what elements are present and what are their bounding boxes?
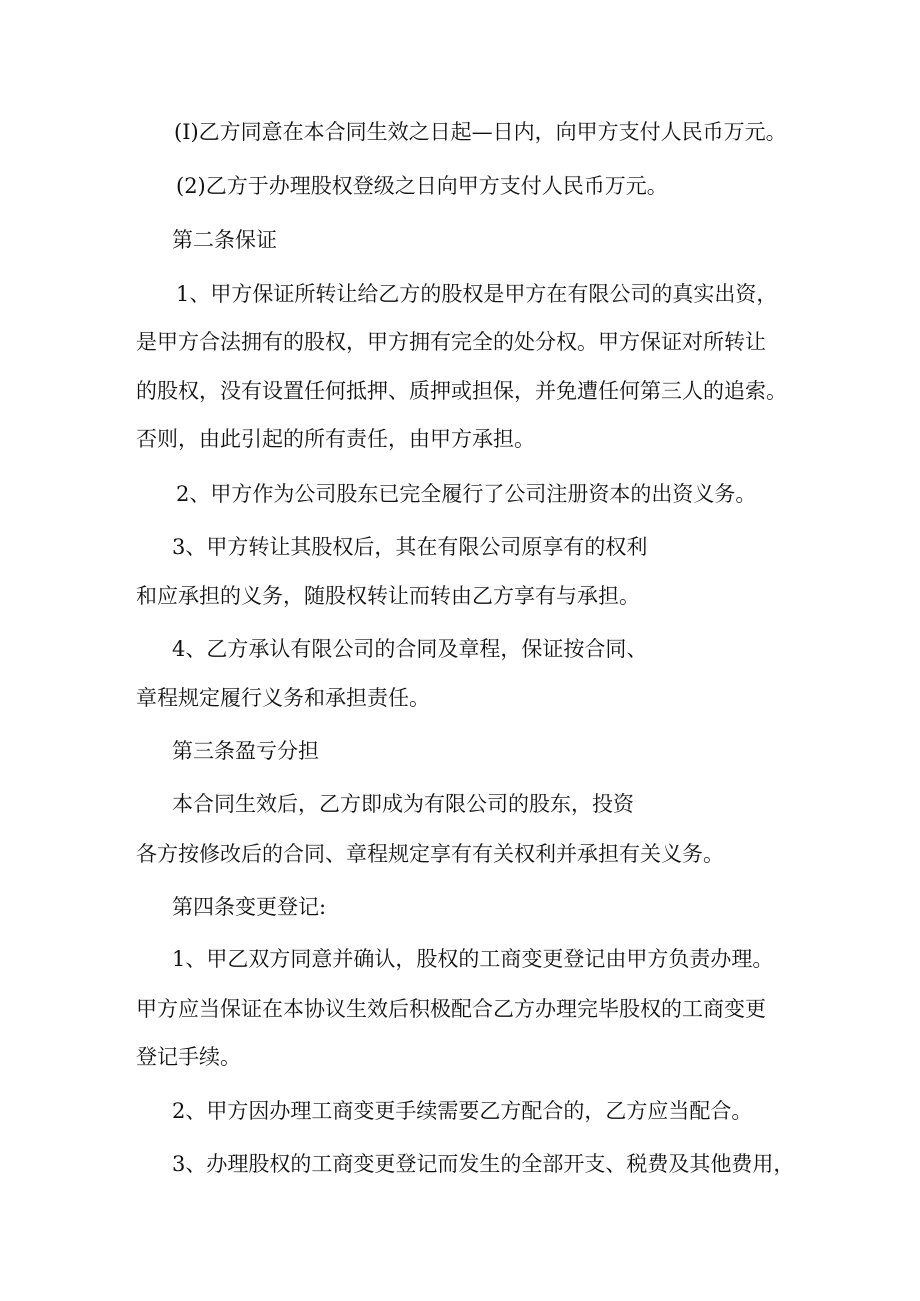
section-heading-3: 第三条盈亏分担	[172, 739, 319, 763]
text-line-15: 各方按修改后的合同、章程规定享有有关权利并承担有关义务。	[136, 842, 724, 866]
text-line-11: 4、乙方承认有限公司的合同及章程，保证按合同、	[172, 637, 648, 661]
text-line-5: 是甲方合法拥有的股权，甲方拥有完全的处分权。甲方保证对所转让	[136, 330, 766, 354]
text-line-6: 的股权，没有设置任何抵押、质押或担保，并免遭任何第三人的追索。	[136, 379, 787, 403]
text-line-2: (2)乙方于办理股权登级之日向甲方支付人民币万元。	[176, 174, 668, 198]
text-line-20: 2、甲方因办理工商变更手续需要乙方配合的，乙方应当配合。	[172, 1099, 753, 1123]
text-line-17: 1、甲乙双方同意并确认，股权的工商变更登记由甲方负责办理。	[172, 947, 774, 971]
text-line-4: 1、甲方保证所转让给乙方的股权是甲方在有限公司的真实出资，	[176, 282, 778, 306]
section-heading-4: 第四条变更登记:	[172, 895, 327, 919]
text-line-19: 登记手续。	[136, 1045, 241, 1069]
text-line-8: 2、甲方作为公司股东已完全履行了公司注册资本的出资义务。	[176, 482, 757, 506]
text-line-7: 否则，由此引起的所有责任，由甲方承担。	[136, 427, 535, 451]
text-line-18: 甲方应当保证在本协议生效后积极配合乙方办理完毕股权的工商变更	[136, 997, 766, 1021]
text-line-21: 3、办理股权的工商变更登记而发生的全部开支、税费及其他费用，	[172, 1152, 795, 1176]
text-line-10: 和应承担的义务，随股权转让而转由乙方享有与承担。	[136, 584, 640, 608]
text-line-9: 3、甲方转让其股权后，其在有限公司原享有的权利	[172, 535, 648, 559]
text-line-1: (I)乙方同意在本合同生效之日起—日内，向甲方支付人民币万元。	[174, 120, 787, 144]
text-line-14: 本合同生效后，乙方即成为有限公司的股东，投资	[172, 792, 634, 816]
text-line-12: 章程规定履行义务和承担责任。	[136, 686, 430, 710]
section-heading-2: 第二条保证	[172, 228, 277, 252]
